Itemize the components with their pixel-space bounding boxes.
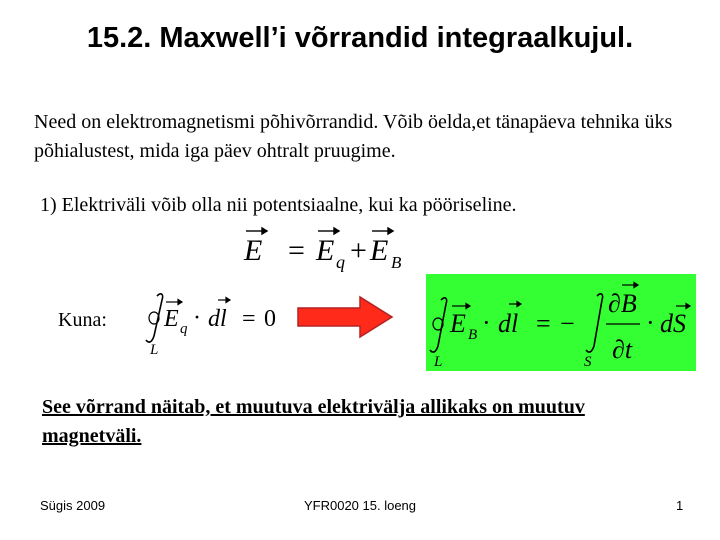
slide-title: 15.2. Maxwell’i võrrandid integraalkujul.	[86, 22, 634, 54]
eq1-eq: E	[316, 234, 335, 267]
eq1-e: E	[244, 234, 263, 267]
eq1-q-subscript: q	[336, 252, 345, 272]
eq3-equals: =	[536, 309, 551, 338]
eq2-equals: =	[242, 306, 256, 332]
point-1-text: 1) Elektriväli võib olla nii potentsiaalne, kui ka pööriseline.	[40, 194, 517, 216]
eq3-minus: −	[560, 309, 575, 338]
vector-arrow-icon	[166, 298, 230, 305]
eq3-b-subscript: B	[468, 327, 478, 343]
eq3-dot-2: ·	[646, 308, 655, 337]
eq2-dl: dl	[208, 306, 227, 332]
eq3-dl: dl	[498, 309, 519, 338]
faraday-integral-equation	[426, 274, 696, 371]
eq3-dt: ∂t	[612, 335, 633, 364]
eq3-l-subscript: L	[434, 354, 443, 370]
eq1-eb: E	[370, 234, 389, 267]
field-sum-equation	[238, 224, 408, 276]
conclusion-text: See võrrand näitab, et muutuva elektrivälja allikaks on muutuv magnetväli.	[42, 396, 585, 447]
kuna-label: Kuna:	[58, 309, 107, 331]
potential-integral-equation	[140, 288, 290, 360]
eq1-b-subscript: B	[391, 253, 402, 272]
eq2-l-subscript: L	[150, 342, 159, 358]
intro-paragraph: Need on elektromagnetismi põhivõrrandid. Võib öelda,et tänapäeva tehnika üks põhialustest, mida iga päev ohtralt pruugime.	[34, 111, 673, 162]
eq2-e: E	[164, 306, 179, 332]
eq2-q-subscript: q	[180, 321, 188, 337]
eq3-ds: dS	[660, 309, 686, 338]
eq2-dot: ·	[193, 305, 201, 331]
footer-page-number: 1	[676, 498, 684, 513]
eq2-zero: 0	[264, 306, 276, 332]
eq3-dot-1: ·	[482, 308, 491, 337]
eq1-plus: +	[350, 234, 367, 267]
vector-arrow-icon	[452, 283, 690, 309]
red-arrow-icon	[296, 294, 396, 340]
eq3-s-subscript: S	[584, 354, 592, 370]
eq3-db: ∂B	[608, 289, 637, 318]
footer-course: YFR0020 15. loeng	[303, 498, 417, 513]
eq3-e: E	[450, 309, 466, 338]
footer-date: Sügis 2009	[40, 498, 106, 513]
surface-integral-icon	[586, 294, 603, 352]
eq1-equals: =	[288, 234, 305, 267]
